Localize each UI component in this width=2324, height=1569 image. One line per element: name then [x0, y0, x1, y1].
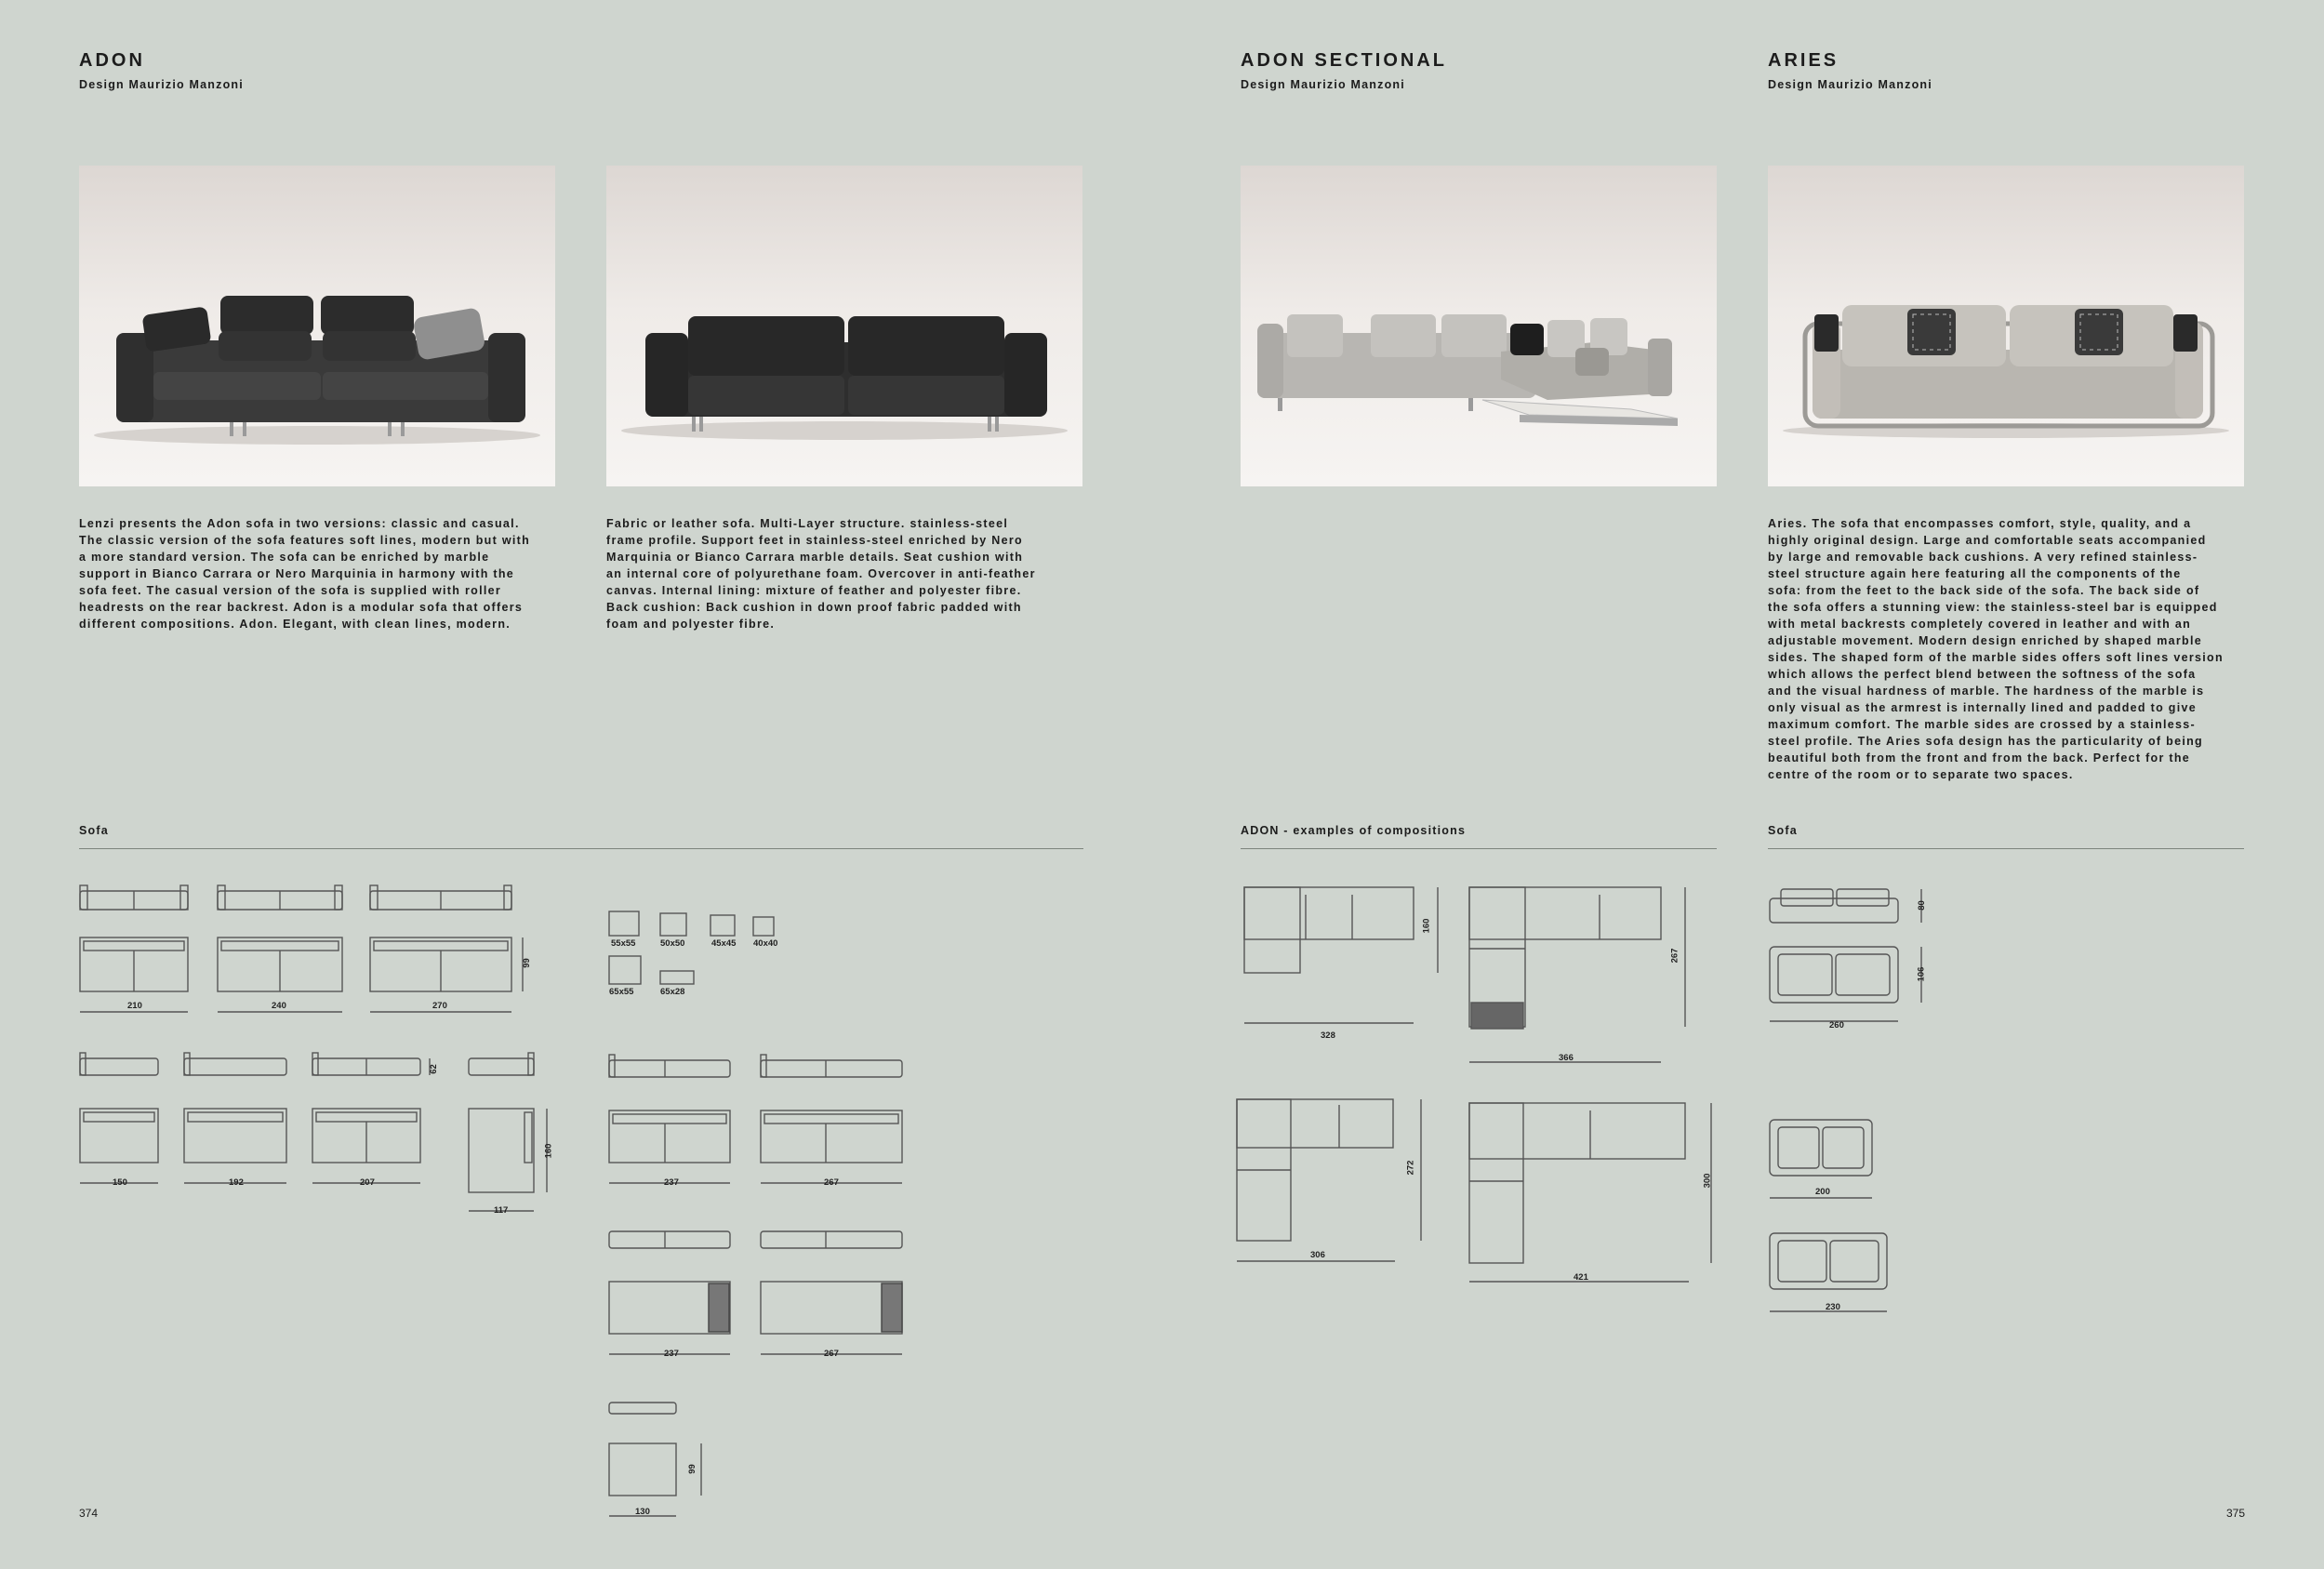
table-50x50: 50x50 — [660, 938, 685, 949]
dim-210: 210 — [127, 1001, 142, 1011]
table-40x40: 40x40 — [753, 938, 778, 949]
adon-front-240 — [218, 885, 342, 910]
dim-aries-260: 260 — [1829, 1020, 1844, 1030]
table-55x55: 55x55 — [611, 938, 636, 949]
dim-c4-300: 300 — [1702, 1173, 1713, 1189]
dim-aries-80: 80 — [1916, 900, 1927, 911]
adon-plan-270 — [370, 937, 511, 991]
dim-240: 240 — [272, 1001, 286, 1011]
aries-title: ARIES — [1768, 50, 1839, 71]
dim-c1-160: 160 — [1421, 918, 1432, 934]
adon-front-117 — [469, 1053, 534, 1075]
sectional-comp-4 — [1469, 1103, 1685, 1263]
aries-front-260 — [1770, 889, 1898, 923]
page-number-left: 374 — [79, 1507, 99, 1520]
dim-421: 421 — [1574, 1272, 1588, 1283]
dim-aries-230: 230 — [1826, 1302, 1840, 1312]
dim-160: 160 — [543, 1143, 554, 1159]
adon-title: ADON — [79, 50, 145, 71]
sectional-comp-2 — [1469, 887, 1661, 1029]
dim-267: 267 — [824, 1177, 839, 1188]
aries-designer: Design Maurizio Manzoni — [1768, 78, 1932, 91]
dim-207: 207 — [360, 1177, 375, 1188]
dim-237: 237 — [664, 1177, 679, 1188]
sectional-comp-1 — [1244, 887, 1414, 973]
dim-192: 192 — [229, 1177, 244, 1188]
adon-front-150 — [80, 1053, 158, 1075]
adon-front-207 — [312, 1053, 420, 1075]
dim-328: 328 — [1321, 1030, 1335, 1041]
adon-plan-210 — [80, 937, 188, 991]
sectional-comp-3 — [1237, 1099, 1393, 1241]
dim-aries-106: 106 — [1916, 966, 1927, 982]
dim-237-table: 237 — [664, 1349, 679, 1359]
page-number-right: 375 — [2226, 1507, 2246, 1520]
adon-front-210 — [80, 885, 188, 910]
adon-description-1: Lenzi presents the Adon sofa in two versions: classic and casual. The classic version of the sofa features soft lines, modern but with a more standard version. The sofa can be enriched by marble support in Bianco Carrara or Nero Marquinia in harmony with the sofa feet. The casual version of the sofa is supplied with roller headrests on the rear backrest. Adon is a modular sofa that offers different compositions. Adon. Elegant, with clean lines, modern. — [79, 517, 531, 631]
dim-366: 366 — [1559, 1053, 1574, 1063]
adon-description-2: Fabric or leather sofa. Multi-Layer structure. stainless-steel frame profile. Support feet in stainless-steel enriched by Nero Marquinia or Bianco Carrara marble details. Seat cushion with an internal core of polyurethane foam. Overcover in anti-feather canvas. Internal lining: mixture of feather and polyester fibre. Back cushion: Back cushion in down proof fabric padded with foam and polyester fibre. — [606, 517, 1036, 631]
dim-aries-200: 200 — [1815, 1187, 1830, 1197]
dim-306: 306 — [1310, 1250, 1325, 1260]
dim-c2-267: 267 — [1669, 948, 1680, 964]
dim-117: 117 — [494, 1205, 509, 1216]
sectional-designer: Design Maurizio Manzoni — [1241, 78, 1405, 91]
dim-270: 270 — [432, 1001, 447, 1011]
sectional-section-title: ADON - examples of compositions — [1241, 824, 1467, 837]
aries-description: Aries. The sofa that encompasses comfort, style, quality, and a highly original design. Large and comfortable seats accompanied by large and removable back cushions. A very refined stainless- steel structure again here featuring all the components of the sofa: from the feet to the back side of the sofa. The back side of the sofa offers a stunning view: the stainless-steel bar is equipped with metal backrests completely covered in leather and with an adjustable movement. Modern design enriched by shaped marble sides. The shaped form of the marble sides offers soft lines version which allows the perfect blend between the softness of the sofa and the visual hardness of marble. The hardness of the marble is only visual as the armrest is internally lined and padded to give maximum comfort. The marble sides are crossed by a stainless- steel profile. The Aries sofa design has the particularity of being beautiful both from the front and from the back. Perfect for the centre of the room or to separate two spaces. — [1768, 517, 2224, 781]
adon-front-192 — [184, 1053, 286, 1075]
dim-267-table: 267 — [824, 1349, 839, 1359]
sectional-title: ADON SECTIONAL — [1241, 50, 1447, 71]
dim-depth-99: 99 — [521, 958, 532, 968]
dim-pouf-99: 99 — [686, 1464, 697, 1474]
dim-height-62: 62 — [428, 1064, 439, 1074]
aries-section-title: Sofa — [1768, 824, 1798, 837]
adon-designer: Design Maurizio Manzoni — [79, 78, 244, 91]
table-65x55: 65x55 — [609, 987, 634, 997]
dim-c3-272: 272 — [1405, 1160, 1416, 1176]
adon-front-270 — [370, 885, 511, 910]
adon-section-title: Sofa — [79, 824, 109, 837]
dim-150: 150 — [113, 1177, 127, 1188]
table-65x28: 65x28 — [660, 987, 685, 997]
adon-plan-240 — [218, 937, 342, 991]
dim-130: 130 — [635, 1507, 650, 1517]
table-45x45: 45x45 — [711, 938, 737, 949]
